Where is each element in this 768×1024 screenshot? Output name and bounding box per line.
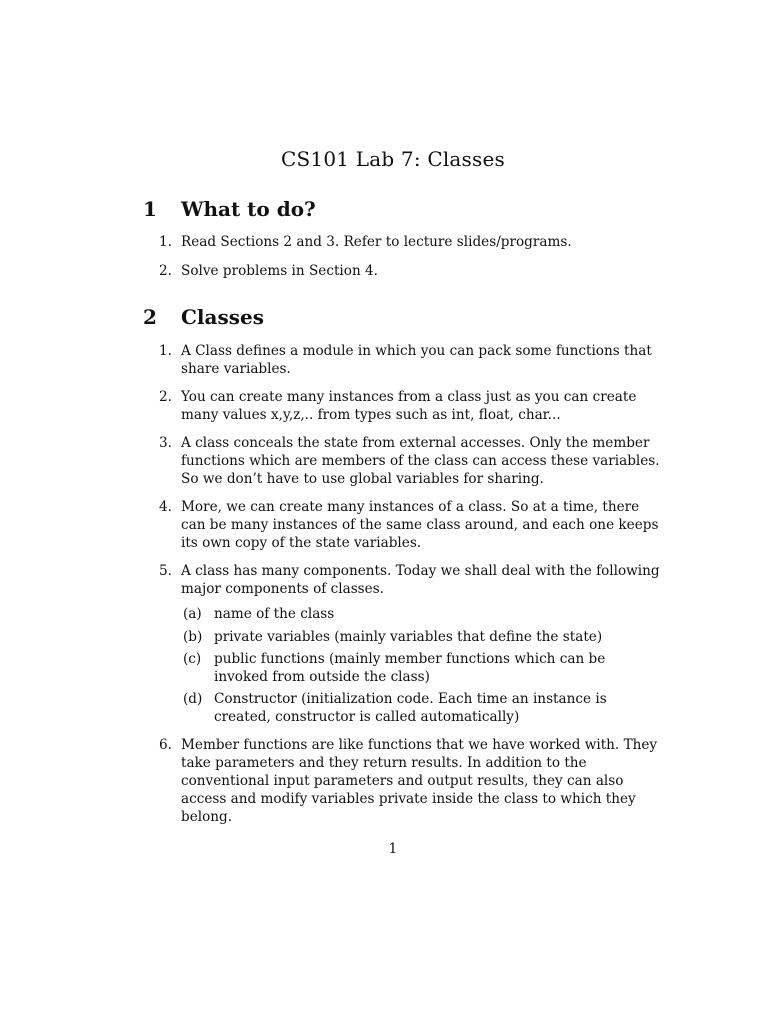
sub-list-item-text: Constructor (initialization code. Each time an instance is created, constructor is called automatically) [214, 691, 607, 725]
page-number: 1 [388, 841, 398, 857]
list-marker: 2. [159, 389, 172, 405]
list-item [143, 498, 663, 552]
list-marker: 1. [159, 343, 172, 359]
section-number: 2 [143, 305, 157, 329]
list-item [143, 388, 663, 424]
list-item [143, 233, 663, 251]
list-marker: 5. [159, 563, 172, 579]
list-marker: 1. [159, 234, 172, 250]
section-heading [143, 304, 663, 330]
sub-list [181, 606, 663, 726]
section-title: Classes [181, 305, 264, 329]
sub-list-marker: (d) [183, 691, 203, 707]
sub-list-item-text: private variables (mainly variables that define the state) [214, 628, 603, 645]
list-marker: 3. [159, 435, 172, 451]
sub-list-item [181, 606, 663, 624]
section-what-to-do [143, 196, 663, 291]
list-item-text: Solve problems in Section 4. [181, 263, 378, 279]
sub-list-item-text: public functions (mainly member functions which can be invoked from outside the class) [214, 651, 606, 685]
sub-list-item [181, 651, 663, 686]
list-item [143, 434, 663, 488]
sub-list-item [181, 629, 663, 647]
list-item-text: More, we can create many instances of a class. So at a time, there can be many instances of the same class around, and each one keeps its own copy of the state variables. [181, 499, 659, 551]
list-item-text: A Class defines a module in which you can pack some functions that share variables. [181, 343, 652, 377]
section-title: What to do? [181, 197, 316, 221]
sub-list-marker: (c) [183, 651, 202, 667]
list-marker: 4. [159, 499, 172, 515]
list-item-text: You can create many instances from a class just as you can create many values x,y,z,.. from types such as int, float, char... [181, 389, 637, 423]
section-heading [143, 196, 663, 222]
list-marker: 2. [159, 263, 172, 279]
sub-list-item [181, 691, 663, 726]
list-item [143, 342, 663, 378]
list-item-text: Read Sections 2 and 3. Refer to lecture slides/programs. [181, 234, 572, 250]
sub-list-marker: (a) [183, 606, 202, 622]
sub-list-item-text: name of the class [214, 606, 335, 622]
sub-list-marker: (b) [183, 628, 203, 645]
section-number: 1 [143, 197, 157, 221]
document-title: CS101 Lab 7: Classes [281, 147, 505, 171]
section-classes [143, 304, 663, 836]
list-marker: 6. [159, 737, 172, 753]
list-item-text: A class has many components. Today we shall deal with the following major components of classes. [181, 563, 660, 597]
numbered-list [143, 342, 663, 826]
list-item-text: Member functions are like functions that we have worked with. They take parameters and they return results. In addition to the conventional input parameters and output results, they can also access and modify variables private inside the class to which they belong. [181, 737, 658, 825]
list-item [143, 562, 663, 726]
list-item-text: A class conceals the state from external accesses. Only the member functions which are members of the class can access these variables. So we don’t have to use global variables for sharing. [181, 435, 660, 487]
numbered-list [143, 233, 663, 280]
list-item [143, 736, 663, 826]
list-item [143, 262, 663, 280]
